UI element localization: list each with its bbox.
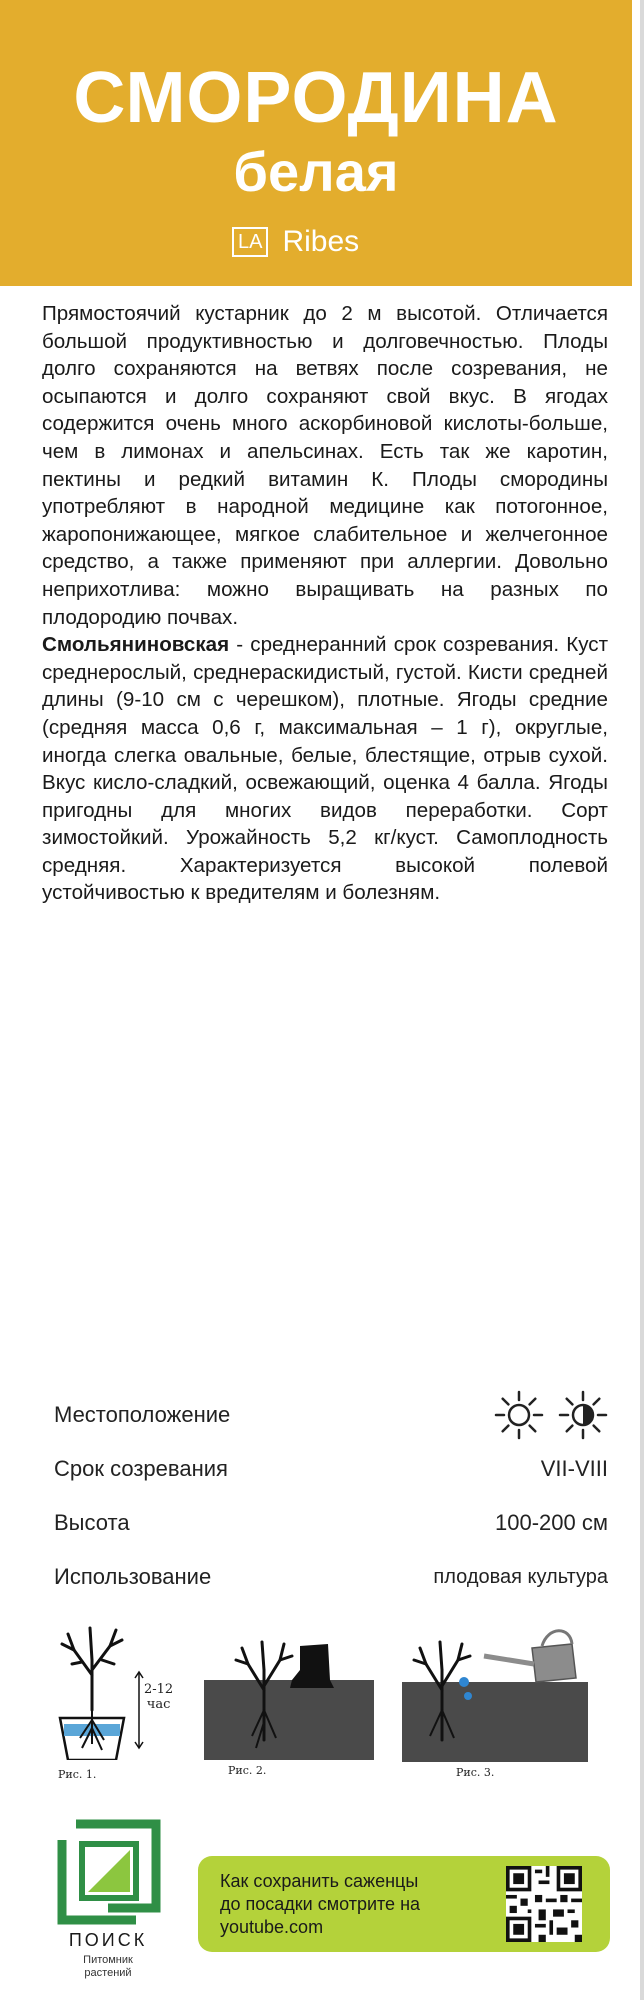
product-subtitle: белая [233,140,399,203]
arrow-icon [134,1670,144,1750]
logo-sub-line2: растений [84,1967,132,1979]
latin-badge: LA [232,227,268,257]
variety-text: - среднеранний срок созревания. Куст среднерослый, среднераскидистый, густой. Кисти средней длины (9-10 см с черешком), плотные. Ягоды средние (средняя масса 0,6 г, максимальная – 1 г), округлые, иногда слегка овальные, белые, блестящие, отрыв сухой. Вкус кисло-сладкий, освежающий, оценка 4 балла. Ягоды пригодны для многих видов переработки. Сорт зимостойкий. Урожайность 5,2 кг/куст. Самоплодность средняя. Характеризуется высокой полевой устойчивостью к вредителям и болезням. [42,633,608,905]
height-label: Высота [54,1510,130,1535]
video-promo-box [198,1856,610,1952]
param-row-height [54,1498,608,1552]
fig2-caption: Рис. 2. [228,1764,267,1777]
logo-sub-line1: Питомник [83,1954,133,1966]
logo-name: ПОИСК [68,1930,148,1950]
usage-value: плодовая культура [433,1566,608,1588]
parameters-table [54,1390,608,1606]
watering-illustration [402,1620,588,1762]
usage-label: Использование [54,1564,212,1589]
location-label: Местоположение [54,1402,231,1427]
half-sun-icon [558,1390,608,1440]
param-row-ripening [54,1444,608,1498]
description-intro: Прямостоячий кустарник до 2 м высотой. Отличается большой продуктивностью и долговечностью. Плоды долго сохраняются на ветвях после созревания, не осыпаются и долго сохраняют свой вкус. В ягодах содержится очень много аскорбиновой кислоты-больше, чем в лимонах и апельсинах. Есть так же каротин, пектины и редкий витамин К. Плоды смородины употребляют в народной медицине как потогонное, жаропонижающее, мягкое слабительное и желчегонное средство, а также применяют при аллергии. Довольно неприхотлива: можно выращивать на разных по плодородию почвах. [42,302,608,629]
promo-line1: Как сохранить саженцы [220,1871,419,1891]
product-title: СМОРОДИНА [73,58,559,138]
latin-name-row [232,226,359,258]
promo-line2: до посадки смотрите на [220,1894,421,1914]
description [42,300,608,907]
qr-code-icon[interactable] [506,1866,582,1942]
logo-mark-icon [52,1818,164,1926]
variety-name: Смольяниновская [42,633,230,657]
soak-unit: час [146,1697,171,1712]
sun-icon [494,1390,544,1440]
param-row-usage [54,1552,608,1606]
promo-line3[interactable]: youtube.com [220,1917,324,1937]
soak-hours-label [144,1682,173,1712]
planting-figures [52,1620,612,1780]
latin-name: Ribes [282,225,360,258]
header-banner [0,0,632,286]
param-row-location [54,1390,608,1444]
nursery-logo [52,1818,182,1998]
edge-strip [640,0,644,2000]
promo-text [220,1870,490,1939]
fig3-caption: Рис. 3. [456,1766,495,1779]
soak-hours: 2-12 [144,1682,174,1697]
fig1-caption: Рис. 1. [58,1768,97,1781]
ripening-label: Срок созревания [54,1456,228,1481]
logo-subtitle [52,1954,164,1980]
ripening-value: VII-VIII [540,1456,608,1481]
location-icons [494,1390,608,1440]
soaking-bucket-illustration [52,1620,132,1760]
planting-illustration [204,1640,374,1760]
height-value: 100-200 см [495,1510,608,1535]
variety-paragraph [42,631,608,907]
